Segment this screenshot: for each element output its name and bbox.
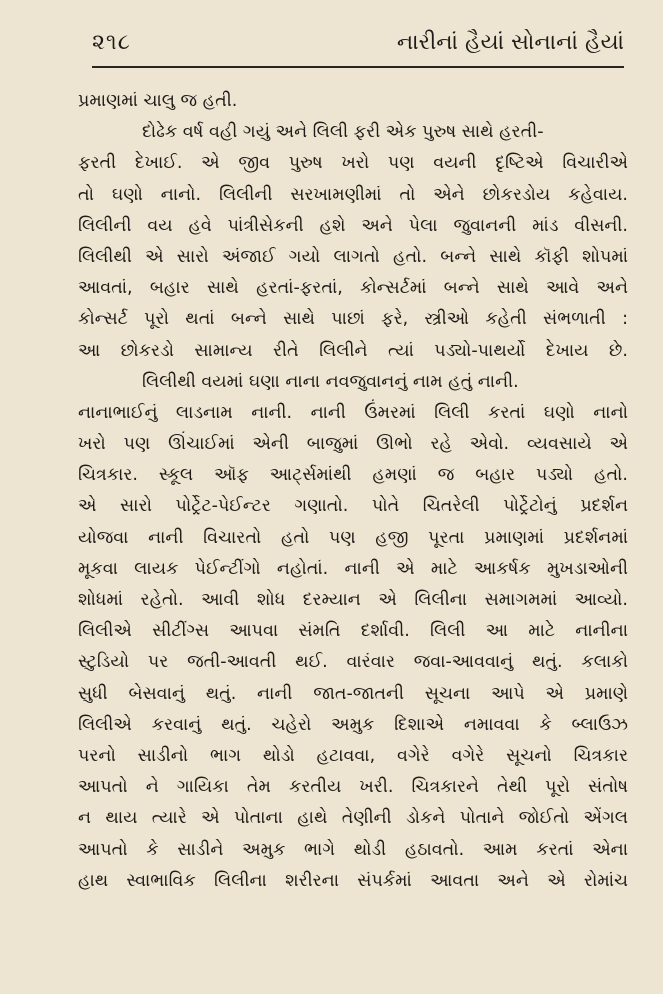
- text-line: પરનો સાડીનો ભાગ થોડો હટાવવા, વગેરે વગેરે સૂચનો ચિત્રકાર: [78, 745, 628, 766]
- text-line: આ છોકરડો સામાન્ય રીતે લિલીને ત્યાં પડ્યો-પાથર્યો દેખાય છે.: [78, 340, 628, 361]
- text-line: લિલીએ સીટીંગ્સ આપવા સંમતિ દર્શાવી. લિલી આ માટે નાનીના: [78, 621, 628, 642]
- body-text: [78, 86, 628, 897]
- text-line: લિલીથી વયમાં ઘણા નાના નવજુવાનનું નામ હતું નાની.: [142, 371, 519, 392]
- text-line: આવતાં, બહાર સાથે હરતાં-ફરતાં, કોન્સર્ટમાં બન્ને સાથે આવે અને: [78, 278, 628, 299]
- running-title: નારીનાં હૈયાં સોનાનાં હૈયાં: [396, 30, 624, 55]
- text-line: ફરતી દેખાઈ. એ જીવ પુરુષ ખરો પણ વયની દૃષ્ટિએ વિચારીએ: [78, 153, 628, 174]
- text-line: લિલીએ કરવાનું થતું. ચહેરો અમુક દિશાએ નમાવવા કે બ્લાઉઝ: [78, 714, 628, 735]
- text-line: લિલીની વય હવે પાંત્રીસેકની હશે અને પેલા જુવાનની માંડ વીસની.: [78, 215, 628, 236]
- text-line: તો ઘણો નાનો. લિલીની સરખામણીમાં તો એને છોકરડોય કહેવાય.: [78, 184, 628, 205]
- text-line: લિલીથી એ સારો અંજાઈ ગયો લાગતો હતો. બન્ને સાથે કૉફી શોપમાં: [78, 246, 628, 267]
- text-line: આપતો કે સાડીને અમુક ભાગે થોડી હઠાવતો. આમ કરતાં એના: [78, 839, 628, 860]
- page-number: ૨૧૮: [92, 30, 131, 55]
- text-line: હાથ સ્વાભાવિક લિલીના શરીરના સંપર્કમાં આવતા અને એ રોમાંચ: [78, 870, 628, 891]
- text-line: ચિત્રકાર. સ્કૂલ ઑફ આર્ટ્સમાંથી હમણાં જ બહાર પડ્યો હતો.: [78, 465, 628, 486]
- text-line: કોન્સર્ટ પૂરો થતાં બન્ને સાથે પાછાં ફરે, સ્ત્રીઓ કહેતી સંભળાતી :: [78, 309, 628, 330]
- text-line: સુધી બેસવાનું થતું. નાની જાત-જાતની સૂચના આપે એ પ્રમાણે: [78, 683, 628, 704]
- text-line: એ સારો પોર્ટ્રેટ-પેઈન્ટર ગણાતો. પોતે ચિતરેલી પોર્ટ્રેટોનું પ્રદર્શન: [78, 496, 628, 517]
- text-line: નાનાભાઈનું લાડનામ નાની. નાની ઉંમરમાં લિલી કરતાં ઘણો નાનો: [78, 402, 628, 423]
- text-line: પ્રમાણમાં ચાલુ જ હતી.: [78, 91, 238, 111]
- page-header: [92, 28, 624, 68]
- text-line: દોઢેક વર્ષ વહી ગયું અને લિલી ફરી એક પુરુષ સાથે હરતી-: [142, 122, 544, 143]
- text-line: મૂકવા લાયક પેઈન્ટીંગો નહોતાં. નાની એ માટે આકર્ષક મુખડાઓની: [78, 558, 628, 579]
- text-line: શોધમાં રહેતો. આવી શોધ દરમ્યાન એ લિલીના સમાગમમાં આવ્યો.: [78, 590, 628, 610]
- text-line: આપતો ને ગાયિકા તેમ કરતીય ખરી. ચિત્રકારને તેથી પૂરો સંતોષ: [78, 777, 628, 798]
- header-rule: [92, 66, 624, 68]
- text-line: યોજવા નાની વિચારતો હતો પણ હજી પૂરતા પ્રમાણમાં પ્રદર્શનમાં: [78, 527, 628, 548]
- text-line: ખરો પણ ઊંચાઈમાં એની બાજુમાં ઊભો રહે એવો. વ્યવસાયે એ: [78, 434, 628, 455]
- text-line: સ્ટુડિયો પર જતી-આવતી થઈ. વારંવાર જવા-આવવાનું થતું. કલાકો: [78, 652, 628, 673]
- text-line: ન થાય ત્યારે એ પોતાના હાથે તેણીની ડોકને પોતાને જોઈતો એંગલ: [78, 808, 628, 829]
